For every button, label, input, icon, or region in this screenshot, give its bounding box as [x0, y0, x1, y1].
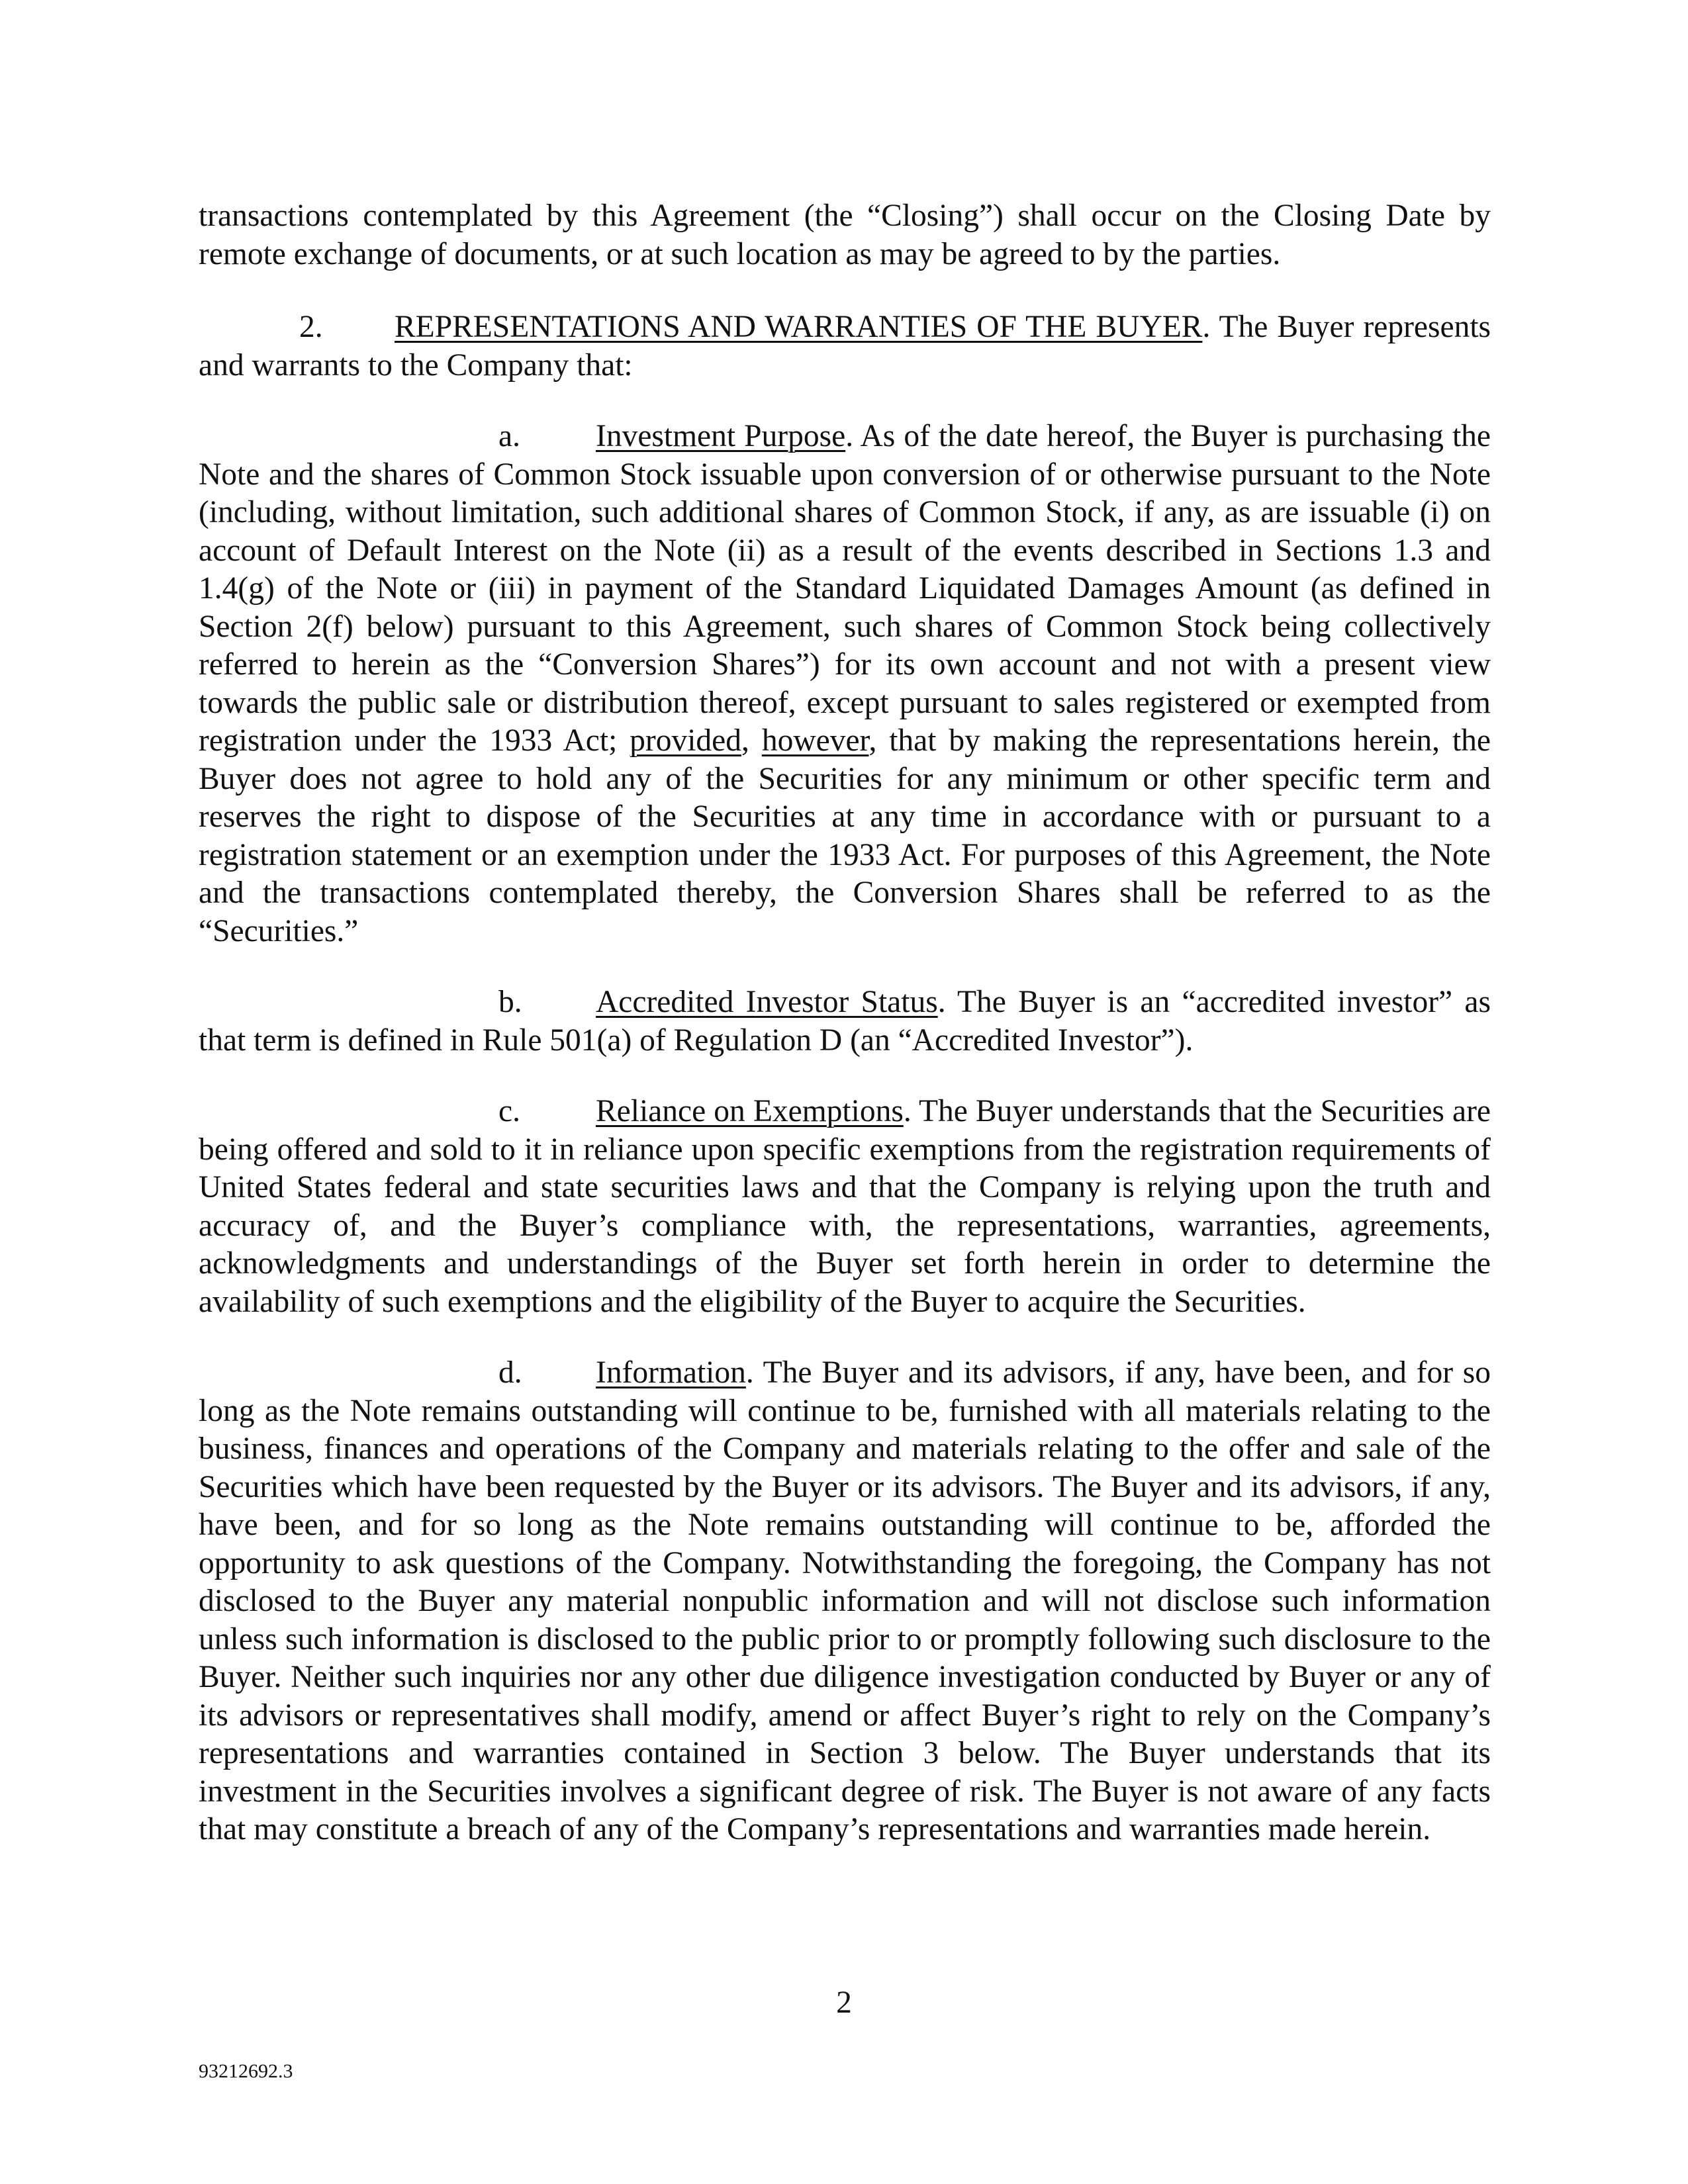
item-c-letter: c.	[498, 1094, 520, 1128]
item-b-heading: Accredited Investor Status	[596, 985, 938, 1019]
item-d-heading: Information	[596, 1355, 746, 1390]
section-2-paragraph	[199, 308, 1491, 385]
item-a-comma: ,	[741, 723, 762, 758]
section-2-heading: REPRESENTATIONS AND WARRANTIES OF THE BUYER	[395, 310, 1203, 344]
item-d-paragraph	[199, 1354, 1491, 1849]
intro-paragraph	[199, 197, 1491, 273]
item-b-text: . The Buyer is an “accredited investor” as that term is defined in Rule 501(a) of Regulation D (an “Accredited Investor”).	[199, 985, 1491, 1058]
item-a-text-1: . As of the date hereof, the Buyer is purchasing the Note and the shares of Common Stock issuable upon conversion of or otherwise pursuant to the Note (including, without limitation, such additional shares of Common Stock, if any, as are issuable (i) on account of Default Interest on the Note (ii) as a result of the events described in Sections 1.3 and 1.4(g) of the Note or (iii) in payment of the Standard Liquidated Damages Amount (as defined in Section 2(f) below) pursuant to this Agreement, such shares of Common Stock being collectively referred to herein as the “Conversion Shares”) for its own account and not with a present view towards the public sale or distribution thereof, except pursuant to sales registered or exempted from registration under the 1933 Act;	[199, 419, 1491, 758]
item-b-letter: b.	[498, 985, 522, 1019]
document-id: 93212692.3	[199, 2060, 293, 2082]
item-c-text: . The Buyer understands that the Securities are being offered and sold to it in reliance upon specific exemptions from the registration requirements of United States federal and state securities laws and that the Company is relying upon the truth and accuracy of, and the Buyer’s compliance with, the representations, warranties, agreements, acknowledgments and understandings of the Buyer set forth herein in order to determine the availability of such exemptions and the eligibility of the Buyer to acquire the Securities.	[199, 1094, 1491, 1319]
item-b-paragraph	[199, 983, 1491, 1060]
item-a-heading: Investment Purpose	[596, 419, 846, 453]
page-number: 2	[836, 1985, 852, 2020]
document-body	[199, 197, 1491, 1882]
item-a-text-2: , that by making the representations herein, the Buyer does not agree to hold any of the Securities for any minimum or other specific term and reserves the right to dispose of the Securities at any time in accordance with or pursuant to a registration statement or an exemption under the 1933 Act. For purposes of this Agreement, the Note and the transactions contemplated thereby, the Conversion Shares shall be referred to as the “Securities.”	[199, 723, 1491, 948]
item-d-letter: d.	[498, 1355, 522, 1390]
item-a-provided: provided	[630, 723, 742, 758]
intro-text: transactions contemplated by this Agreement (the “Closing”) shall occur on the Closing Date by remote exchange of documents, or at such location as may be agreed to by the parties.	[199, 199, 1491, 271]
item-a-letter: a.	[498, 419, 520, 453]
section-2-text: . The Buyer represents and warrants to the Company that:	[199, 310, 1491, 383]
item-d-text: . The Buyer and its advisors, if any, have been, and for so long as the Note remains outstanding will continue to be, furnished with all materials relating to the business, finances and operations of the Company and materials relating to the offer and sale of the Securities which have been requested by the Buyer or its advisors. The Buyer and its advisors, if any, have been, and for so long as the Note remains outstanding will continue to be, afforded the opportunity to ask questions of the Company. Notwithstanding the foregoing, the Company has not disclosed to the Buyer any material nonpublic information and will not disclose such information unless such information is disclosed to the public prior to or promptly following such disclosure to the Buyer. Neither such inquiries nor any other due diligence investigation conducted by Buyer or any of its advisors or representatives shall modify, amend or affect Buyer’s right to rely on the Company’s representations and warranties contained in Section 3 below. The Buyer understands that its investment in the Securities involves a significant degree of risk. The Buyer is not aware of any facts that may constitute a breach of any of the Company’s representations and warranties made herein.	[199, 1355, 1491, 1846]
item-a-however: however	[761, 723, 869, 758]
item-c-heading: Reliance on Exemptions	[596, 1094, 904, 1128]
section-2-number: 2.	[299, 310, 323, 344]
item-a-paragraph	[199, 418, 1491, 950]
item-c-paragraph	[199, 1093, 1491, 1321]
